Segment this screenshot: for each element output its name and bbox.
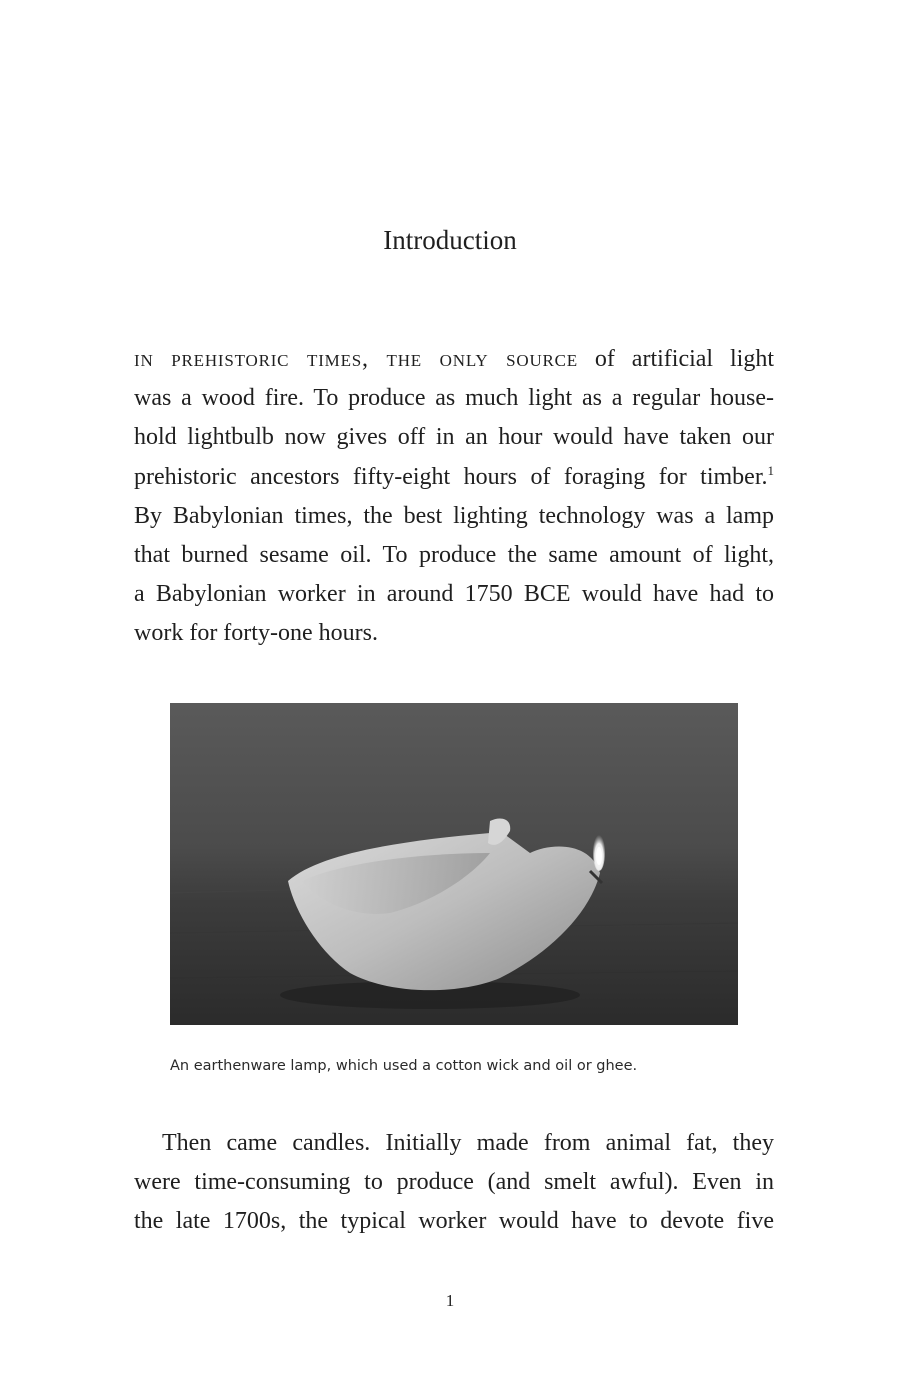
lamp-illustration xyxy=(170,703,738,1025)
figure-caption: An earthenware lamp, which used a cotton wick and oil or ghee. xyxy=(170,1058,638,1074)
body-paragraph-2 xyxy=(134,1124,774,1242)
paragraph-line: By Babylonian times, the best lighting technology was a lamp xyxy=(134,502,774,529)
paragraph-line: the late 1700s, the typical worker would have to devote five xyxy=(134,1208,774,1235)
paragraph-line: that burned sesame oil. To produce the same amount of light, xyxy=(134,542,774,569)
paragraph-line: a Babylonian worker in around 1750 BCE would have had to xyxy=(134,581,774,608)
lead-in-smallcaps: in prehistoric times, the only source xyxy=(134,346,578,372)
paragraph-line: was a wood fire. To produce as much light as a regular house- xyxy=(134,385,774,412)
footnote-reference[interactable]: 1 xyxy=(767,462,774,478)
chapter-title: Introduction xyxy=(383,225,517,255)
paragraph-line-text: prehistoric ancestors fifty-eight hours of foraging for timber. xyxy=(134,463,768,490)
paragraph-line xyxy=(134,458,774,497)
body-paragraph-1 xyxy=(134,340,774,654)
paragraph-line: work for forty-one hours. xyxy=(134,620,378,647)
paragraph-line: hold lightbulb now gives off in an hour would have taken our xyxy=(134,424,774,451)
paragraph-line-text: of artificial light xyxy=(577,346,774,372)
paragraph-line: Then came candles. Initially made from animal fat, they xyxy=(162,1130,774,1156)
paragraph-line: were time-consuming to produce (and smelt awful). Even in xyxy=(134,1169,774,1196)
earthenware-lamp-photo xyxy=(170,703,738,1025)
page-number: 1 xyxy=(445,1291,455,1310)
paragraph-line xyxy=(134,340,774,379)
